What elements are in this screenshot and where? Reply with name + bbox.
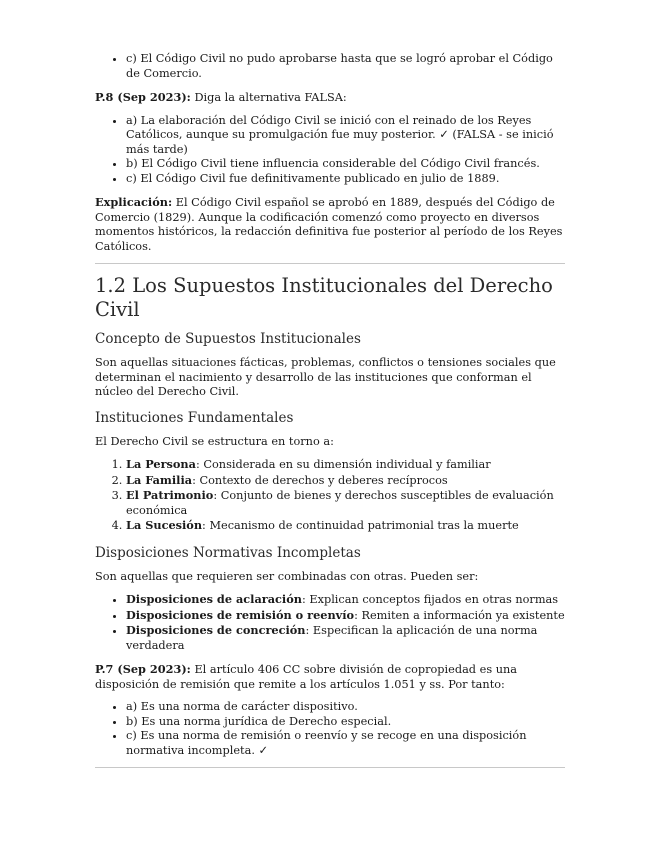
description: : Conjunto de bienes y derechos susceptibles de evaluación económica <box>126 489 554 517</box>
list-item: • c) El Código Civil fue definitivamente publicado en julio de 1889. <box>126 172 565 187</box>
term: Disposiciones de concreción <box>126 623 306 637</box>
option-list-p8 <box>95 114 565 187</box>
list-item <box>126 473 565 489</box>
institutions-list <box>95 457 565 534</box>
explanation-label: Explicación: <box>95 195 173 209</box>
dispositions-list <box>95 592 565 653</box>
dispositions-intro: Son aquellas que requieren ser combinadas con otras. Pueden ser: <box>95 569 479 583</box>
question-p8 <box>95 90 565 106</box>
term: Disposiciones de remisión o reenvío <box>126 607 355 622</box>
list-item: • c) Es una norma de remisión o reenvío y se recoge en una disposición normativa incompleta. ✓ <box>126 729 565 758</box>
section-title: 1.2 Los Supuestos Institucionales del Derecho Civil <box>95 274 553 321</box>
question-text: Diga la alternativa FALSA: <box>194 91 347 104</box>
list-item: • b) Es una norma jurídica de Derecho especial. <box>126 715 565 730</box>
list-item: • b) El Código Civil tiene influencia considerable del Código Civil francés. <box>126 157 565 172</box>
explanation-text: El Código Civil español se aprobó en 1889, después del Código de Comercio (1829). Aunque la codificación comenzó como proyecto en diversos momentos históricos, la redacción definitiva fue posterior al período de los Reyes Católicos. <box>95 196 563 253</box>
list-item <box>126 592 565 608</box>
list-item: • a) La elaboración del Código Civil se inició con el reinado de los Reyes Católicos, aunque su promulgación fue muy posterior. ✓ (FALSA - se inició más tarde) <box>126 114 565 158</box>
description: : Especifican la aplicación de una norma verdadera <box>126 624 538 652</box>
option-list-p7 <box>95 700 565 758</box>
term: La Familia <box>126 472 193 487</box>
subheading-institutions: Instituciones Fundamentales <box>95 409 294 426</box>
list-item <box>126 608 565 624</box>
institutions-intro: El Derecho Civil se estructura en torno a: <box>95 434 334 448</box>
document-content <box>95 52 565 768</box>
subheading-dispositions: Disposiciones Normativas Incompletas <box>95 544 361 561</box>
term: La Sucesión <box>126 518 203 532</box>
list-item <box>126 457 565 473</box>
question-text: El artículo 406 CC sobre división de copropiedad es una disposición de remisión que remite a los artículos 1.051 y ss. Por tanto: <box>95 663 517 691</box>
divider <box>95 767 565 768</box>
description: : Mecanismo de continuidad patrimonial tras la muerte <box>202 519 519 532</box>
term: Disposiciones de aclaración <box>126 592 302 606</box>
term: El Patrimonio <box>126 488 214 502</box>
term: La Persona <box>126 457 196 471</box>
subheading-concept: Concepto de Supuestos Institucionales <box>95 331 361 347</box>
description: : Explican conceptos fijados en otras normas <box>301 593 559 606</box>
list-item <box>126 488 565 518</box>
description: : Considerada en su dimensión individual y familiar <box>195 458 491 471</box>
question-p7 <box>95 662 565 692</box>
divider <box>95 263 565 264</box>
list-item: • c) El Código Civil no pudo aprobarse hasta que se logró aprobar el Código de Comercio. <box>126 52 565 81</box>
description: : Contexto de derechos y deberes recíprocos <box>192 473 448 487</box>
explanation-paragraph <box>95 195 565 254</box>
list-item <box>126 623 565 653</box>
option-list-previous <box>95 52 565 81</box>
question-label: P.8 (Sep 2023): <box>95 90 191 104</box>
list-item <box>126 518 565 534</box>
question-label: P.7 (Sep 2023): <box>95 662 191 676</box>
description: : Remiten a información ya existente <box>354 608 565 622</box>
concept-paragraph: Son aquellas situaciones fácticas, problemas, conflictos o tensiones sociales que determinan el nacimiento y desarrollo de las instituciones que conforman el núcleo del Derecho Civil. <box>95 356 556 398</box>
list-item: • a) Es una norma de carácter dispositivo. <box>126 700 565 715</box>
